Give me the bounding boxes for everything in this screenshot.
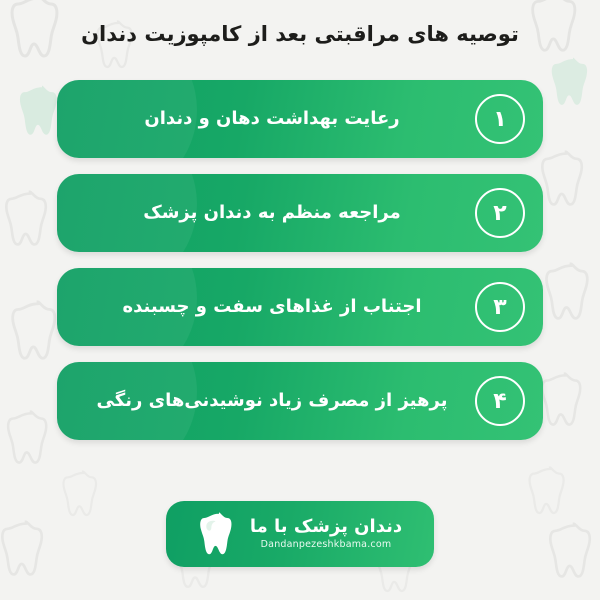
brand-inner [198, 511, 402, 557]
brand-name: دندان پزشک با ما [249, 515, 403, 537]
tip-text: اجتناب از غذاهای سفت و چسبنده [122, 296, 422, 318]
tip-text: پرهیز از مصرف زیاد نوشیدنی‌های رنگی [96, 390, 448, 412]
tip-number-badge: ۴ [475, 376, 525, 426]
list-item [57, 174, 543, 252]
list-item [57, 362, 543, 440]
tips-list [57, 80, 543, 456]
tip-text: مراجعه منظم به دندان پزشک [143, 202, 401, 224]
tip-text: رعایت بهداشت دهان و دندان [144, 108, 400, 130]
brand-footer [166, 501, 434, 567]
tooth-outline-icon [62, 470, 104, 518]
tip-number-badge: ۱ [475, 94, 525, 144]
tooth-filled-icon [550, 56, 596, 108]
tooth-outline-icon [544, 262, 598, 322]
tooth-outline-icon [528, 466, 572, 516]
brand-texts [250, 517, 402, 552]
tooth-icon [198, 511, 240, 557]
tooth-outline-icon [540, 150, 592, 208]
tooth-outline-icon [540, 372, 590, 428]
list-item [57, 80, 543, 158]
tooth-outline-icon [6, 410, 56, 466]
list-item [57, 268, 543, 346]
tip-number-badge: ۲ [475, 188, 525, 238]
tooth-outline-icon [548, 522, 600, 580]
tooth-outline-icon [4, 190, 56, 248]
tooth-outline-icon [0, 520, 52, 578]
brand-url: Dandanpezeshkbama.com [260, 539, 392, 551]
tip-number-badge: ۳ [475, 282, 525, 332]
page-title: توصیه های مراقبتی بعد از کامپوزیت دندان [81, 22, 519, 46]
